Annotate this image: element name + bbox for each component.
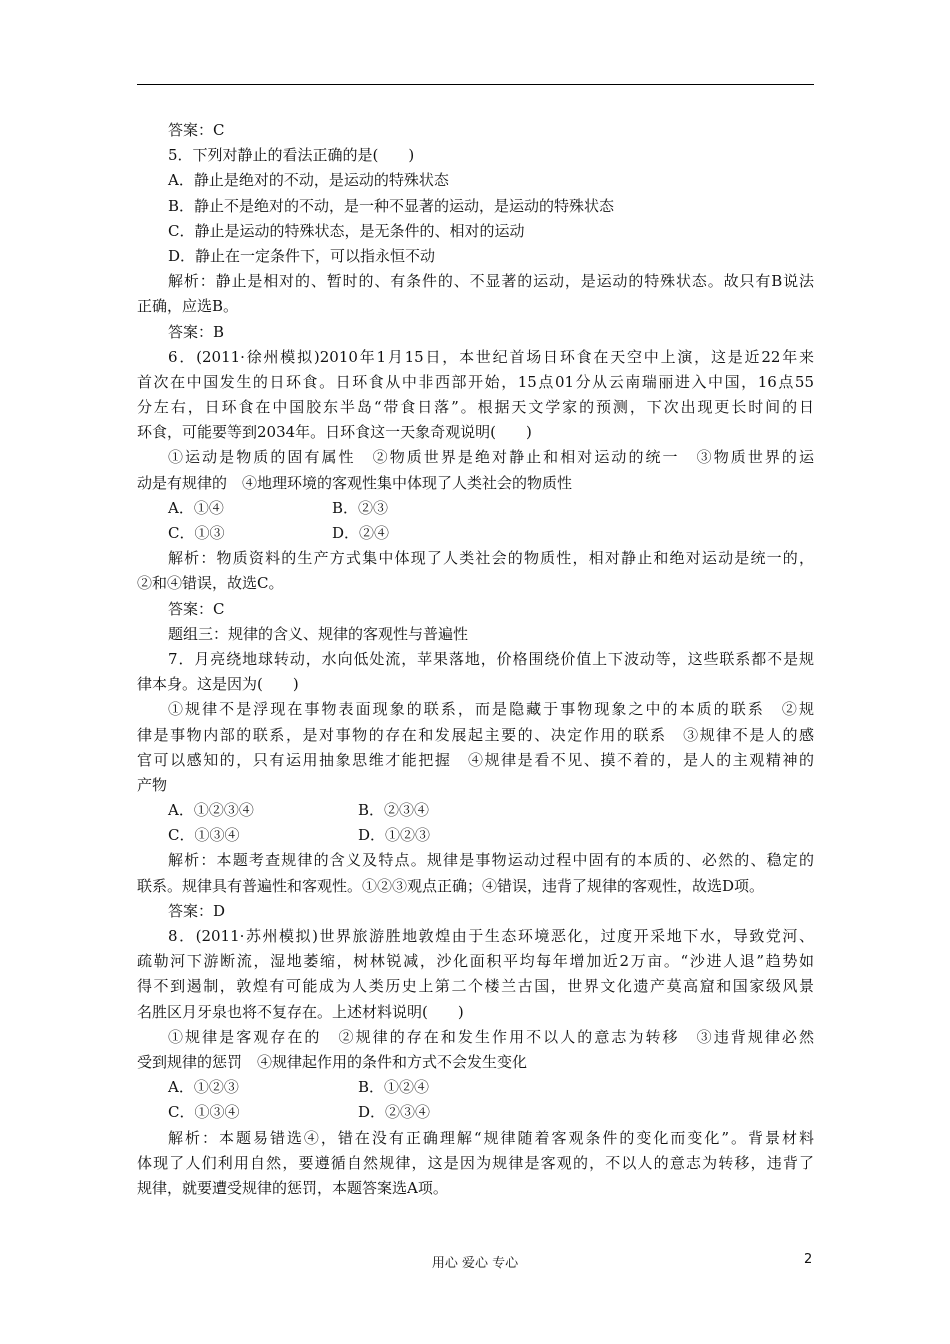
answer-line: 答案：D: [168, 901, 226, 920]
analysis-line: 解析：本题考查规律的含义及特点。规律是事物运动过程中固有的本质的、必然的、稳定的: [168, 851, 814, 870]
options-row: [137, 823, 814, 848]
statement-line: 受到规律的惩罚 ④规律起作用的条件和方式不会发生变化: [137, 1052, 528, 1071]
option-c: C．①③④: [168, 1103, 240, 1122]
option-b: B．①②④: [358, 1078, 430, 1097]
question-6-line: 分左右，日环食在中国胶东半岛“带食日落”。根据天文学家的预测，下次出现更长时间的日: [137, 398, 814, 417]
statement-line: ①规律是客观存在的 ②规律的存在和发生作用不以人的意志为转移 ③违背规律必然: [168, 1027, 814, 1046]
option-c: C．①③④: [168, 826, 240, 845]
header-rule: [137, 84, 814, 85]
statement-line: ①运动是物质的固有属性 ②物质世界是绝对静止和相对运动的统一 ③物质世界的运: [168, 448, 814, 467]
options-row: [137, 798, 814, 823]
question-7: 7．月亮绕地球转动，水向低处流，苹果落地，价格围绕价值上下波动等，这些联系都不是规: [168, 649, 814, 668]
question-8-line: 得不到遏制，敦煌有可能成为人类历史上第二个楼兰古国，世界文化遗产莫高窟和国家级风景: [137, 977, 814, 996]
options-row: [137, 1075, 814, 1100]
answer-line: 答案：C: [168, 599, 225, 618]
analysis-line: 联系。规律具有普遍性和客观性。①②③观点正确；④错误，违背了规律的客观性，故选D项。: [137, 876, 765, 895]
section-heading: 题组三：规律的含义、规律的客观性与普遍性: [168, 624, 469, 643]
statement-line: ①规律不是浮现在事物表面现象的联系，而是隐藏于事物现象之中的本质的联系 ②规: [168, 700, 814, 719]
question-6-line: 首次在中国发生的日环食。日环食从中非西部开始，15点01分从云南瑞丽进入中国，16点55: [137, 372, 814, 391]
analysis-line: ②和④错误，故选C。: [137, 574, 284, 593]
question-6-line: 环食，可能要等到2034年。日环食这一天象奇观说明( ): [137, 423, 532, 442]
option-line: B．静止不是绝对的不动，是一种不显著的运动，是运动的特殊状态: [168, 196, 615, 215]
option-d: D．②④: [332, 524, 390, 542]
statement-line: 产物: [137, 775, 168, 794]
option-line: C．静止是运动的特殊状态，是无条件的、相对的运动: [168, 221, 525, 240]
analysis-line: 解析：本题易错选④，错在没有正确理解“规律随着客观条件的变化而变化”。背景材料: [168, 1128, 814, 1147]
question-5: 5．下列对静止的看法正确的是( ): [168, 146, 415, 165]
options-row: [137, 1100, 814, 1125]
page-number: 2: [804, 1252, 813, 1267]
analysis-line: 解析：物质资料的生产方式集中体现了人类社会的物质性，相对静止和绝对运动是统一的，: [168, 549, 814, 568]
options-row: [137, 521, 814, 546]
document-body: [137, 118, 814, 1201]
option-d: D．②③④: [358, 1103, 431, 1122]
analysis-line: 体现了人们利用自然，要遵循自然规律，这是因为规律是客观的，不以人的意志为转移，违背了: [137, 1153, 814, 1172]
option-d: D．①②③: [358, 826, 431, 845]
option-b: B．②③④: [358, 801, 430, 820]
analysis-line: 正确，应选B。: [137, 297, 239, 316]
options-row: [137, 496, 814, 521]
option-line: A．静止是绝对的不动，是运动的特殊状态: [168, 171, 449, 190]
option-a: A．①②③: [168, 1078, 239, 1097]
option-b: B．②③: [332, 498, 389, 517]
question-7-line: 律本身。这是因为( ): [137, 675, 299, 694]
question-8: 8．(2011·苏州模拟)世界旅游胜地敦煌由于生态环境恶化，过度开采地下水，导致党河、: [168, 927, 814, 945]
answer-line: 答案：C: [168, 121, 225, 139]
option-line: D．静止在一定条件下，可以指永恒不动: [168, 246, 436, 265]
option-c: C．①③: [168, 524, 225, 542]
analysis-line: 解析：静止是相对的、暂时的、有条件的、不显著的运动，是运动的特殊状态。故只有B说法: [168, 272, 814, 291]
question-8-line: 名胜区月牙泉也将不复存在。上述材料说明( ): [137, 1002, 464, 1021]
statement-line: 律是事物内部的联系，是对事物的存在和发展起主要的、决定作用的联系 ③规律不是人的感: [137, 725, 814, 744]
option-a: A．①④: [168, 498, 224, 517]
option-a: A．①②③④: [168, 801, 254, 820]
question-6: 6．(2011·徐州模拟)2010年1月15日，本世纪首场日环食在天空中上演，这是近22年来: [168, 347, 814, 366]
statement-line: 动是有规律的 ④地理环境的客观性集中体现了人类社会的物质性: [137, 473, 573, 492]
statement-line: 官可以感知的，只有运用抽象思维才能把握 ④规律是看不见、摸不着的，是人的主观精神的: [137, 750, 814, 769]
answer-line: 答案：B: [168, 322, 225, 341]
page-footer: 用心 爱心 专心: [431, 1256, 519, 1271]
analysis-line: 规律，就要遭受规律的惩罚，本题答案选A项。: [137, 1178, 448, 1197]
question-8-line: 疏勒河下游断流，湿地萎缩，树林锐减，沙化面积平均每年增加近2万亩。“沙进人退”趋势如: [137, 952, 814, 971]
